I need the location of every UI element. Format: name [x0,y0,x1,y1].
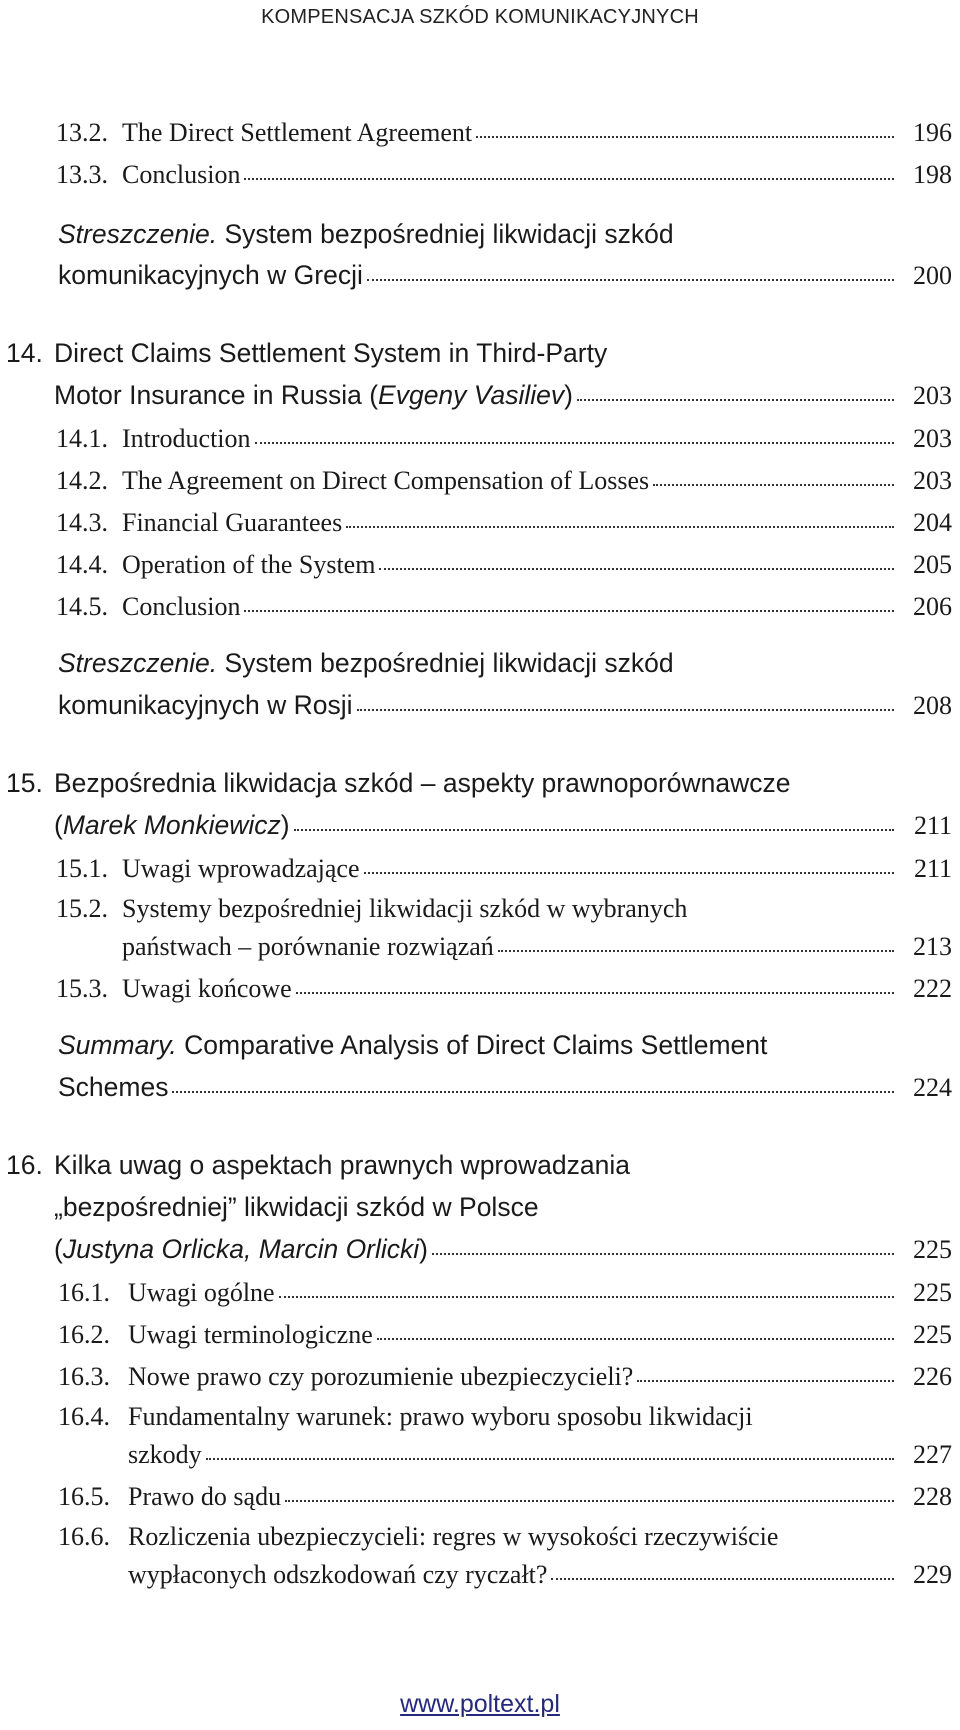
entry-title-cont: szkody [128,1440,202,1469]
toc-chapter-16-line3 [54,1234,952,1265]
entry-page: 206 [913,592,952,621]
dot-leader [244,178,894,180]
entry-title: Uwagi terminologiczne [128,1320,373,1349]
dot-leader [206,1458,894,1460]
entry-title-cont: wypłaconych odszkodowań czy ryczałt? [128,1560,548,1589]
entry-title: Operation of the System [122,550,376,579]
toc-entry-14-3 [56,508,952,538]
entry-number: 14.5. [56,592,108,621]
dot-leader [294,829,894,831]
toc-summary-comparative-line2 [58,1072,952,1103]
entry-number: 15.3. [56,974,108,1003]
entry-number: 15.1. [56,854,108,883]
toc-summary-comparative-line1 [58,1030,767,1061]
entry-number: 16.2. [58,1320,110,1349]
entry-title: Comparative Analysis of Direct Claims Settlement [176,1030,768,1060]
chapter-number: 15. [6,768,43,798]
entry-title-cont: komunikacyjnych w Rosji [58,690,353,720]
dot-leader [296,992,894,994]
entry-page: 225 [913,1320,952,1349]
entry-title: Financial Guarantees [122,508,343,537]
chapter-title-cont: (Justyna Orlicka, Marcin Orlicki) [54,1234,428,1264]
dot-leader [577,399,894,401]
entry-page: 225 [913,1235,952,1264]
entry-title-cont: państwach – porównanie rozwiązań [122,932,494,961]
toc-chapter-14-line1 [6,338,607,369]
entry-page: 224 [913,1073,952,1102]
entry-title-cont: Schemes [58,1072,169,1102]
dot-leader [172,1091,894,1093]
toc-entry-14-5 [56,592,952,622]
entry-page: 222 [913,974,952,1003]
toc-summary-russia-line1 [58,648,674,679]
entry-title: Introduction [122,424,251,453]
toc-entry-16-4-line1 [58,1402,753,1432]
dot-leader [653,484,894,486]
entry-page: 213 [913,932,952,961]
entry-title: The Agreement on Direct Compensation of Losses [122,466,650,495]
entry-page: 196 [913,118,952,147]
entry-number: 14.4. [56,550,108,579]
entry-number: 14.1. [56,424,108,453]
author-name: Marek Monkiewicz [62,810,281,840]
entry-title: The Direct Settlement Agreement [122,118,473,147]
toc-entry-13-2 [56,118,952,148]
publisher-website-link[interactable]: www.poltext.pl [400,1690,560,1718]
toc-entry-14-4 [56,550,952,580]
dot-leader [377,1338,894,1340]
dot-leader [637,1380,894,1382]
toc-entry-16-4-line2 [128,1440,952,1470]
entry-title: Uwagi końcowe [122,974,292,1003]
entry-page: 211 [913,811,952,840]
entry-page: 205 [913,550,952,579]
toc-entry-16-6-line2 [128,1560,952,1590]
toc-entry-16-6-line1 [58,1522,778,1552]
entry-title: Conclusion [122,160,241,189]
dot-leader [364,872,895,874]
chapter-number: 14. [6,338,43,368]
chapter-title: Bezpośrednia likwidacja szkód – aspekty prawnoporównawcze [54,768,791,798]
entry-page: 208 [913,691,952,720]
entry-page: 198 [913,160,952,189]
dot-leader [498,950,894,952]
entry-number: 16.3. [58,1362,110,1391]
entry-number: 14.3. [56,508,108,537]
summary-label: Summary. [58,1030,177,1060]
entry-title: Prawo do sądu [128,1482,282,1511]
entry-page: 226 [913,1362,952,1391]
toc-entry-16-3 [58,1362,952,1392]
entry-page: 225 [913,1278,952,1307]
entry-title: Nowe prawo czy porozumienie ubezpieczycieli? [128,1362,634,1391]
toc-chapter-16-line2 [54,1192,539,1223]
dot-leader [285,1500,894,1502]
toc-summary-greece-line1 [58,219,674,250]
dot-leader [279,1296,894,1298]
entry-title: System bezpośredniej likwidacji szkód [217,219,674,249]
toc-entry-15-1 [56,854,952,884]
entry-title: Uwagi ogólne [128,1278,275,1307]
entry-title: System bezpośredniej likwidacji szkód [217,648,674,678]
dot-leader [357,709,894,711]
chapter-title: Direct Claims Settlement System in Third-Party [54,338,608,368]
entry-number: 16.1. [58,1278,110,1307]
toc-entry-15-2-line1 [56,894,687,924]
toc-entry-15-2-line2 [122,932,952,962]
toc-summary-russia-line2 [58,690,952,721]
toc-chapter-15-line2 [54,810,952,841]
entry-page: 203 [913,424,952,453]
chapter-title-cont: „bezpośredniej” likwidacji szkód w Polsce [54,1192,539,1222]
entry-title: Uwagi wprowadzające [122,854,360,883]
entry-page: 228 [913,1482,952,1511]
toc-entry-16-5 [58,1482,952,1512]
toc-summary-greece-line2 [58,260,952,291]
entry-title-cont: komunikacyjnych w Grecji [58,260,363,290]
toc-entry-16-2 [58,1320,952,1350]
toc-entry-13-3 [56,160,952,190]
entry-page: 203 [913,466,952,495]
entry-page: 200 [913,261,952,290]
chapter-number: 16. [6,1150,43,1180]
dot-leader [379,568,894,570]
toc-entry-15-3 [56,974,952,1004]
toc-chapter-14-line2 [54,380,952,411]
chapter-title: Kilka uwag o aspektach prawnych wprowadzania [54,1150,630,1180]
summary-label: Streszczenie. [58,219,218,249]
entry-title: Systemy bezpośredniej likwidacji szkód w wybranych [122,894,688,923]
entry-number: 16.5. [58,1482,110,1511]
dot-leader [255,442,894,444]
dot-leader [346,526,894,528]
toc-entry-14-2 [56,466,952,496]
entry-number: 14.2. [56,466,108,495]
entry-page: 227 [913,1440,952,1469]
toc-chapter-16-line1 [6,1150,630,1181]
entry-number: 16.6. [58,1522,110,1551]
dot-leader [244,610,894,612]
entry-page: 211 [913,854,952,883]
dot-leader [551,1578,894,1580]
dot-leader [367,279,894,281]
entry-title: Rozliczenia ubezpieczycieli: regres w wysokości rzeczywiście [128,1522,779,1551]
summary-label: Streszczenie. [58,648,218,678]
running-header: KOMPENSACJA SZKÓD KOMUNIKACYJNYCH [261,6,699,28]
entry-title: Conclusion [122,592,241,621]
entry-title: Fundamentalny warunek: prawo wyboru sposobu likwidacji [128,1402,753,1431]
entry-number: 13.2. [56,118,108,147]
chapter-title-cont: (Marek Monkiewicz) [54,810,290,840]
toc-chapter-15-line1 [6,768,791,799]
toc-entry-14-1 [56,424,952,454]
entry-page: 204 [913,508,952,537]
toc-entry-16-1 [58,1278,952,1308]
entry-page: 203 [913,381,952,410]
chapter-title-cont: Motor Insurance in Russia (Evgeny Vasiliev) [54,380,573,410]
author-name: Evgeny Vasiliev [378,380,565,410]
entry-page: 229 [913,1560,952,1589]
entry-number: 16.4. [58,1402,110,1431]
author-name: Justyna Orlicka, Marcin Orlicki [62,1234,420,1264]
entry-number: 13.3. [56,160,108,189]
entry-number: 15.2. [56,894,108,923]
dot-leader [432,1253,894,1255]
dot-leader [476,136,894,138]
